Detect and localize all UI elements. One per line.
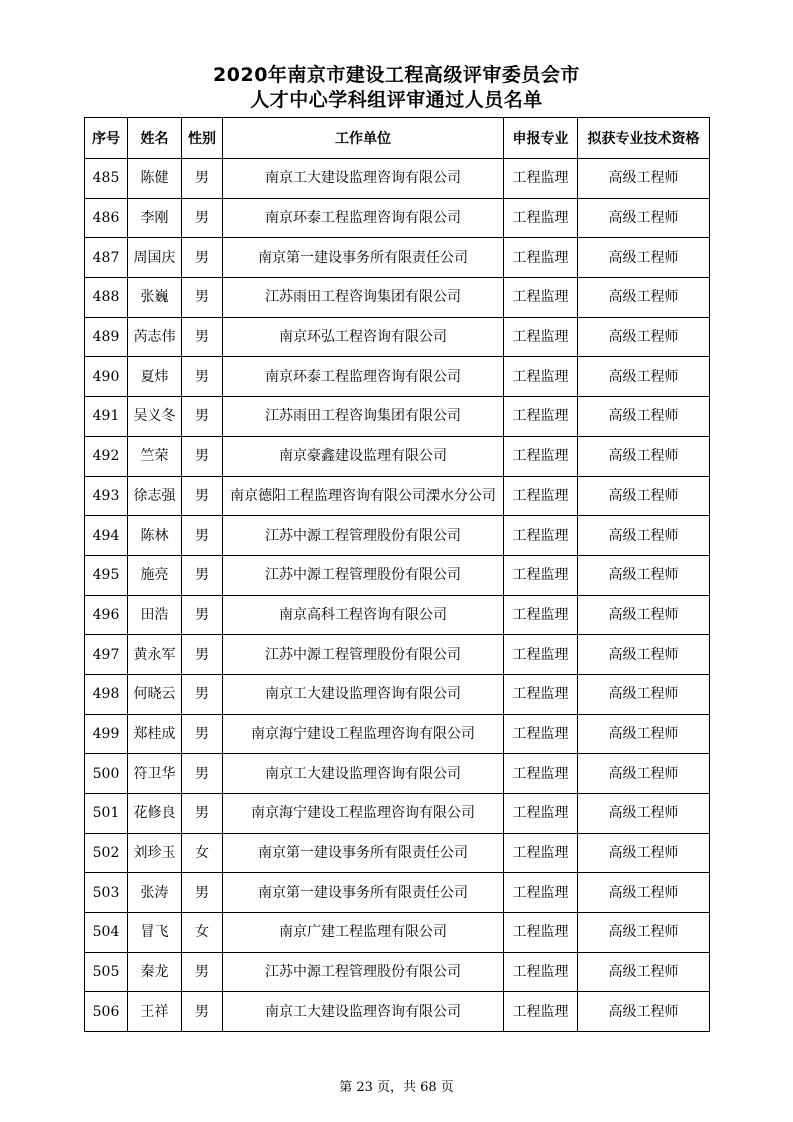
cell-serial-number: 497 bbox=[85, 635, 128, 675]
cell-declared-major: 工程监理 bbox=[504, 635, 578, 675]
cell-serial-number: 486 bbox=[85, 198, 128, 238]
personnel-table bbox=[84, 117, 710, 1032]
table-body bbox=[85, 159, 710, 1032]
cell-serial-number: 485 bbox=[85, 159, 128, 199]
table-row bbox=[85, 714, 710, 754]
cell-name: 陈林 bbox=[128, 516, 182, 556]
cell-name: 竺荣 bbox=[128, 436, 182, 476]
cell-work-unit: 南京豪鑫建设监理有限公司 bbox=[223, 436, 504, 476]
table-row bbox=[85, 595, 710, 635]
cell-work-unit: 江苏中源工程管理股份有限公司 bbox=[223, 635, 504, 675]
cell-gender: 男 bbox=[182, 397, 223, 437]
cell-declared-major: 工程监理 bbox=[504, 913, 578, 953]
table-row bbox=[85, 357, 710, 397]
cell-gender: 男 bbox=[182, 476, 223, 516]
cell-qualification: 高级工程师 bbox=[578, 873, 710, 913]
cell-name: 田浩 bbox=[128, 595, 182, 635]
cell-gender: 男 bbox=[182, 278, 223, 318]
cell-declared-major: 工程监理 bbox=[504, 794, 578, 834]
cell-work-unit: 江苏雨田工程咨询集团有限公司 bbox=[223, 397, 504, 437]
header-serial-number: 序号 bbox=[85, 118, 128, 159]
table-row bbox=[85, 635, 710, 675]
cell-gender: 男 bbox=[182, 198, 223, 238]
cell-work-unit: 江苏雨田工程咨询集团有限公司 bbox=[223, 278, 504, 318]
header-gender: 性别 bbox=[182, 118, 223, 159]
cell-gender: 男 bbox=[182, 357, 223, 397]
cell-serial-number: 501 bbox=[85, 794, 128, 834]
header-declared-major: 申报专业 bbox=[504, 118, 578, 159]
cell-name: 周国庆 bbox=[128, 238, 182, 278]
cell-declared-major: 工程监理 bbox=[504, 555, 578, 595]
cell-name: 花修良 bbox=[128, 794, 182, 834]
page-title-line-1: 2020年南京市建设工程高级评审委员会市 bbox=[213, 64, 580, 86]
table-row bbox=[85, 516, 710, 556]
header-work-unit: 工作单位 bbox=[223, 118, 504, 159]
cell-work-unit: 南京工大建设监理咨询有限公司 bbox=[223, 754, 504, 794]
cell-name: 施亮 bbox=[128, 555, 182, 595]
cell-declared-major: 工程监理 bbox=[504, 238, 578, 278]
cell-work-unit: 南京海宁建设工程监理咨询有限公司 bbox=[223, 714, 504, 754]
cell-qualification: 高级工程师 bbox=[578, 476, 710, 516]
table-row bbox=[85, 397, 710, 437]
header-qualification: 拟获专业技术资格 bbox=[578, 118, 710, 159]
cell-name: 何晓云 bbox=[128, 674, 182, 714]
cell-work-unit: 南京工大建设监理咨询有限公司 bbox=[223, 159, 504, 199]
cell-declared-major: 工程监理 bbox=[504, 873, 578, 913]
cell-name: 黄永军 bbox=[128, 635, 182, 675]
cell-qualification: 高级工程师 bbox=[578, 952, 710, 992]
cell-name: 徐志强 bbox=[128, 476, 182, 516]
header-name: 姓名 bbox=[128, 118, 182, 159]
cell-work-unit: 南京德阳工程监理咨询有限公司溧水分公司 bbox=[223, 476, 504, 516]
cell-qualification: 高级工程师 bbox=[578, 278, 710, 318]
cell-gender: 男 bbox=[182, 714, 223, 754]
cell-declared-major: 工程监理 bbox=[504, 674, 578, 714]
cell-name: 芮志伟 bbox=[128, 317, 182, 357]
cell-work-unit: 南京环泰工程监理咨询有限公司 bbox=[223, 357, 504, 397]
cell-declared-major: 工程监理 bbox=[504, 595, 578, 635]
cell-serial-number: 498 bbox=[85, 674, 128, 714]
page-title-line-2: 人才中心学科组评审通过人员名单 bbox=[250, 89, 543, 111]
table-row bbox=[85, 476, 710, 516]
page-number-footer: 第 23 页，共 68 页 bbox=[339, 1080, 454, 1095]
table-row bbox=[85, 436, 710, 476]
cell-name: 刘珍玉 bbox=[128, 833, 182, 873]
cell-gender: 男 bbox=[182, 754, 223, 794]
cell-name: 陈健 bbox=[128, 159, 182, 199]
cell-declared-major: 工程监理 bbox=[504, 278, 578, 318]
cell-serial-number: 491 bbox=[85, 397, 128, 437]
cell-gender: 男 bbox=[182, 952, 223, 992]
cell-declared-major: 工程监理 bbox=[504, 476, 578, 516]
cell-serial-number: 504 bbox=[85, 913, 128, 953]
cell-qualification: 高级工程师 bbox=[578, 674, 710, 714]
cell-serial-number: 489 bbox=[85, 317, 128, 357]
cell-name: 张巍 bbox=[128, 278, 182, 318]
cell-qualification: 高级工程师 bbox=[578, 397, 710, 437]
cell-gender: 女 bbox=[182, 833, 223, 873]
table-row bbox=[85, 317, 710, 357]
cell-name: 符卫华 bbox=[128, 754, 182, 794]
cell-qualification: 高级工程师 bbox=[578, 714, 710, 754]
cell-serial-number: 492 bbox=[85, 436, 128, 476]
cell-work-unit: 南京环泰工程监理咨询有限公司 bbox=[223, 198, 504, 238]
cell-qualification: 高级工程师 bbox=[578, 992, 710, 1032]
table-row bbox=[85, 674, 710, 714]
cell-work-unit: 江苏中源工程管理股份有限公司 bbox=[223, 516, 504, 556]
cell-serial-number: 494 bbox=[85, 516, 128, 556]
cell-declared-major: 工程监理 bbox=[504, 317, 578, 357]
cell-serial-number: 500 bbox=[85, 754, 128, 794]
cell-qualification: 高级工程师 bbox=[578, 833, 710, 873]
cell-name: 王祥 bbox=[128, 992, 182, 1032]
cell-gender: 男 bbox=[182, 635, 223, 675]
cell-serial-number: 488 bbox=[85, 278, 128, 318]
cell-work-unit: 江苏中源工程管理股份有限公司 bbox=[223, 952, 504, 992]
cell-declared-major: 工程监理 bbox=[504, 992, 578, 1032]
cell-work-unit: 南京环弘工程咨询有限公司 bbox=[223, 317, 504, 357]
cell-declared-major: 工程监理 bbox=[504, 159, 578, 199]
cell-qualification: 高级工程师 bbox=[578, 436, 710, 476]
cell-declared-major: 工程监理 bbox=[504, 516, 578, 556]
cell-qualification: 高级工程师 bbox=[578, 913, 710, 953]
cell-serial-number: 487 bbox=[85, 238, 128, 278]
cell-declared-major: 工程监理 bbox=[504, 436, 578, 476]
cell-gender: 女 bbox=[182, 913, 223, 953]
cell-gender: 男 bbox=[182, 436, 223, 476]
cell-gender: 男 bbox=[182, 595, 223, 635]
cell-declared-major: 工程监理 bbox=[504, 397, 578, 437]
cell-declared-major: 工程监理 bbox=[504, 833, 578, 873]
table-row bbox=[85, 238, 710, 278]
cell-name: 夏炜 bbox=[128, 357, 182, 397]
cell-work-unit: 南京工大建设监理咨询有限公司 bbox=[223, 674, 504, 714]
cell-name: 张涛 bbox=[128, 873, 182, 913]
cell-gender: 男 bbox=[182, 238, 223, 278]
cell-serial-number: 502 bbox=[85, 833, 128, 873]
table-row bbox=[85, 794, 710, 834]
cell-qualification: 高级工程师 bbox=[578, 794, 710, 834]
cell-name: 秦龙 bbox=[128, 952, 182, 992]
table-row bbox=[85, 992, 710, 1032]
cell-work-unit: 南京第一建设事务所有限责任公司 bbox=[223, 833, 504, 873]
cell-work-unit: 南京海宁建设工程监理咨询有限公司 bbox=[223, 794, 504, 834]
table-row bbox=[85, 754, 710, 794]
cell-work-unit: 南京第一建设事务所有限责任公司 bbox=[223, 238, 504, 278]
table-row bbox=[85, 159, 710, 199]
table-row bbox=[85, 833, 710, 873]
cell-work-unit: 南京高科工程咨询有限公司 bbox=[223, 595, 504, 635]
cell-serial-number: 505 bbox=[85, 952, 128, 992]
cell-gender: 男 bbox=[182, 516, 223, 556]
cell-serial-number: 490 bbox=[85, 357, 128, 397]
cell-qualification: 高级工程师 bbox=[578, 516, 710, 556]
cell-qualification: 高级工程师 bbox=[578, 159, 710, 199]
cell-serial-number: 499 bbox=[85, 714, 128, 754]
cell-declared-major: 工程监理 bbox=[504, 754, 578, 794]
cell-gender: 男 bbox=[182, 992, 223, 1032]
cell-serial-number: 506 bbox=[85, 992, 128, 1032]
cell-work-unit: 江苏中源工程管理股份有限公司 bbox=[223, 555, 504, 595]
table-row bbox=[85, 952, 710, 992]
cell-declared-major: 工程监理 bbox=[504, 198, 578, 238]
cell-gender: 男 bbox=[182, 794, 223, 834]
cell-name: 吴义冬 bbox=[128, 397, 182, 437]
table-row bbox=[85, 913, 710, 953]
cell-gender: 男 bbox=[182, 159, 223, 199]
cell-gender: 男 bbox=[182, 317, 223, 357]
cell-name: 郑桂成 bbox=[128, 714, 182, 754]
cell-qualification: 高级工程师 bbox=[578, 635, 710, 675]
table-row bbox=[85, 873, 710, 913]
cell-serial-number: 493 bbox=[85, 476, 128, 516]
table-row bbox=[85, 278, 710, 318]
cell-qualification: 高级工程师 bbox=[578, 595, 710, 635]
cell-qualification: 高级工程师 bbox=[578, 317, 710, 357]
cell-declared-major: 工程监理 bbox=[504, 714, 578, 754]
cell-declared-major: 工程监理 bbox=[504, 357, 578, 397]
cell-gender: 男 bbox=[182, 555, 223, 595]
cell-work-unit: 南京工大建设监理咨询有限公司 bbox=[223, 992, 504, 1032]
cell-qualification: 高级工程师 bbox=[578, 198, 710, 238]
cell-name: 李刚 bbox=[128, 198, 182, 238]
cell-qualification: 高级工程师 bbox=[578, 238, 710, 278]
cell-work-unit: 南京第一建设事务所有限责任公司 bbox=[223, 873, 504, 913]
cell-name: 冒飞 bbox=[128, 913, 182, 953]
table-row bbox=[85, 198, 710, 238]
cell-serial-number: 496 bbox=[85, 595, 128, 635]
cell-qualification: 高级工程师 bbox=[578, 754, 710, 794]
cell-gender: 男 bbox=[182, 674, 223, 714]
cell-work-unit: 南京广建工程监理有限公司 bbox=[223, 913, 504, 953]
cell-declared-major: 工程监理 bbox=[504, 952, 578, 992]
cell-qualification: 高级工程师 bbox=[578, 357, 710, 397]
cell-qualification: 高级工程师 bbox=[578, 555, 710, 595]
table-row bbox=[85, 555, 710, 595]
cell-serial-number: 503 bbox=[85, 873, 128, 913]
cell-serial-number: 495 bbox=[85, 555, 128, 595]
table-header-row bbox=[85, 118, 710, 159]
cell-gender: 男 bbox=[182, 873, 223, 913]
